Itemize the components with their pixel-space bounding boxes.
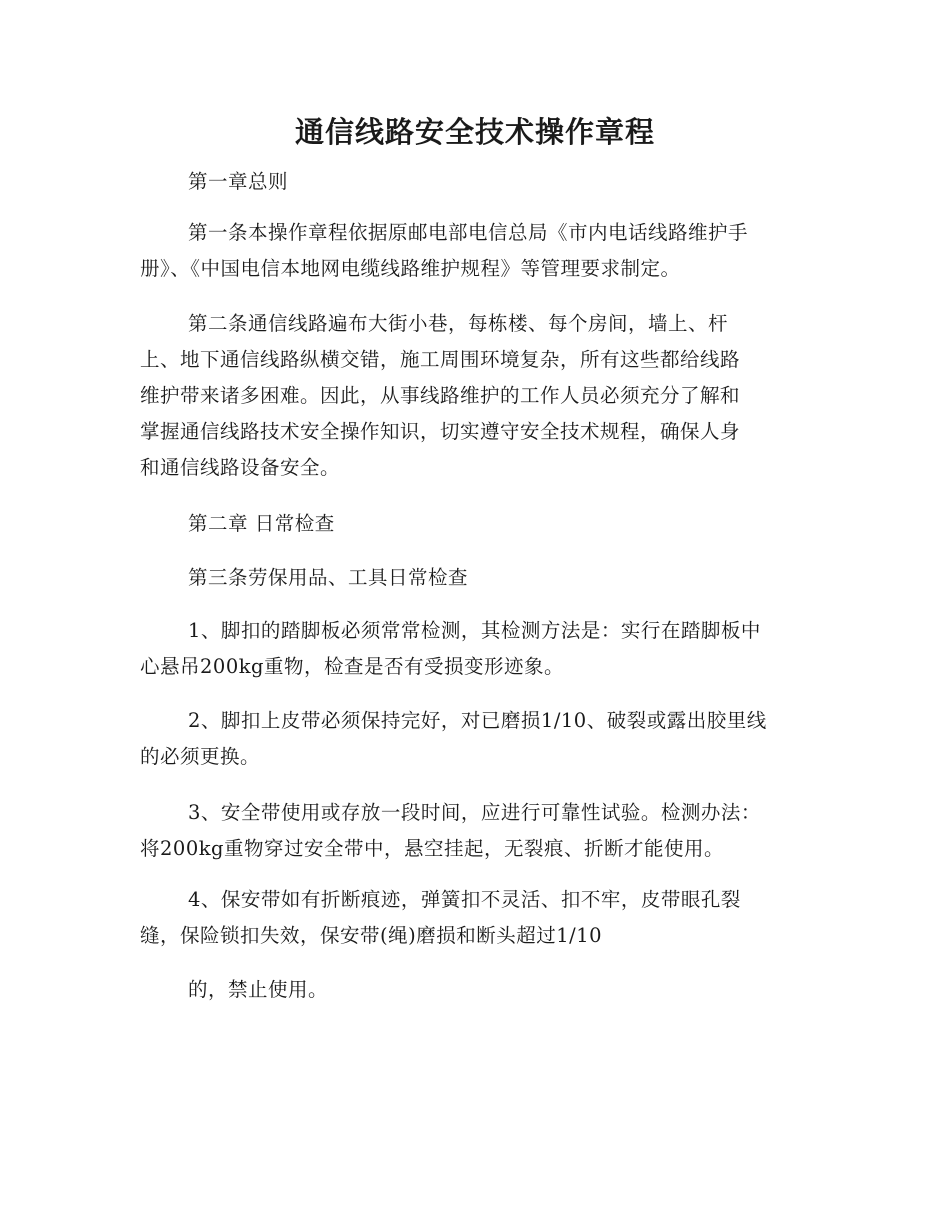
text-line: 第三条劳保用品、工具日常检查 [188,566,469,589]
text-line: 将200kg重物穿过安全带中，悬空挂起，无裂痕、折断才能使用。 [140,837,725,860]
text-line: 第二条通信线路遍布大街小巷，每栋楼、每个房间，墙上、杆 [188,312,729,335]
paragraph-article-3 [140,560,810,596]
paragraph-item-1 [140,613,810,685]
paragraph-article-1 [140,215,810,287]
paragraph-article-2 [140,306,810,486]
text-line: 第二章 日常检查 [188,512,335,535]
text-line: 的必须更换。 [140,745,261,768]
document-title: 通信线路安全技术操作章程 [294,115,655,149]
paragraph-chapter-2 [140,506,810,542]
text-line: 第一章总则 [188,170,289,193]
text-line: 维护带来诸多困难。因此，从事线路维护的工作人员必须充分了解和 [140,384,741,407]
text-line: 心悬吊200kg重物，检查是否有受损变形迹象。 [140,655,565,678]
text-line: 2、脚扣上皮带必须保持完好，对已磨损1/10、破裂或露出胶里线 [188,709,767,732]
paragraph-item-4 [140,882,810,954]
text-line: 缝，保险锁扣失效，保安带(绳)磨损和断头超过1/10 [140,924,603,947]
text-line: 和通信线路设备安全。 [140,456,341,479]
paragraph-item-3 [140,795,810,867]
text-line: 册》、《中国电信本地网电缆线路维护规程》等管理要求制定。 [140,257,681,280]
paragraph-chapter-1 [140,164,810,200]
text-line: 上、地下通信线路纵横交错，施工周围环境复杂，所有这些都给线路 [140,348,741,371]
text-line: 4、保安带如有折断痕迹，弹簧扣不灵活、扣不牢，皮带眼孔裂 [188,888,741,911]
text-line: 第一条本操作章程依据原邮电部电信总局《市内电话线路维护手 [188,221,749,244]
paragraph-item-2 [140,703,810,775]
text-line: 的，禁止使用。 [188,978,329,1001]
paragraph-item-4-continued [140,972,810,1008]
text-line: 3、安全带使用或存放一段时间，应进行可靠性试验。检测办法： [188,801,761,824]
text-line: 1、脚扣的踏脚板必须常常检测，其检测方法是：实行在踏脚板中 [188,619,761,642]
text-line: 掌握通信线路技术安全操作知识，切实遵守安全技术规程，确保人身 [140,420,741,443]
